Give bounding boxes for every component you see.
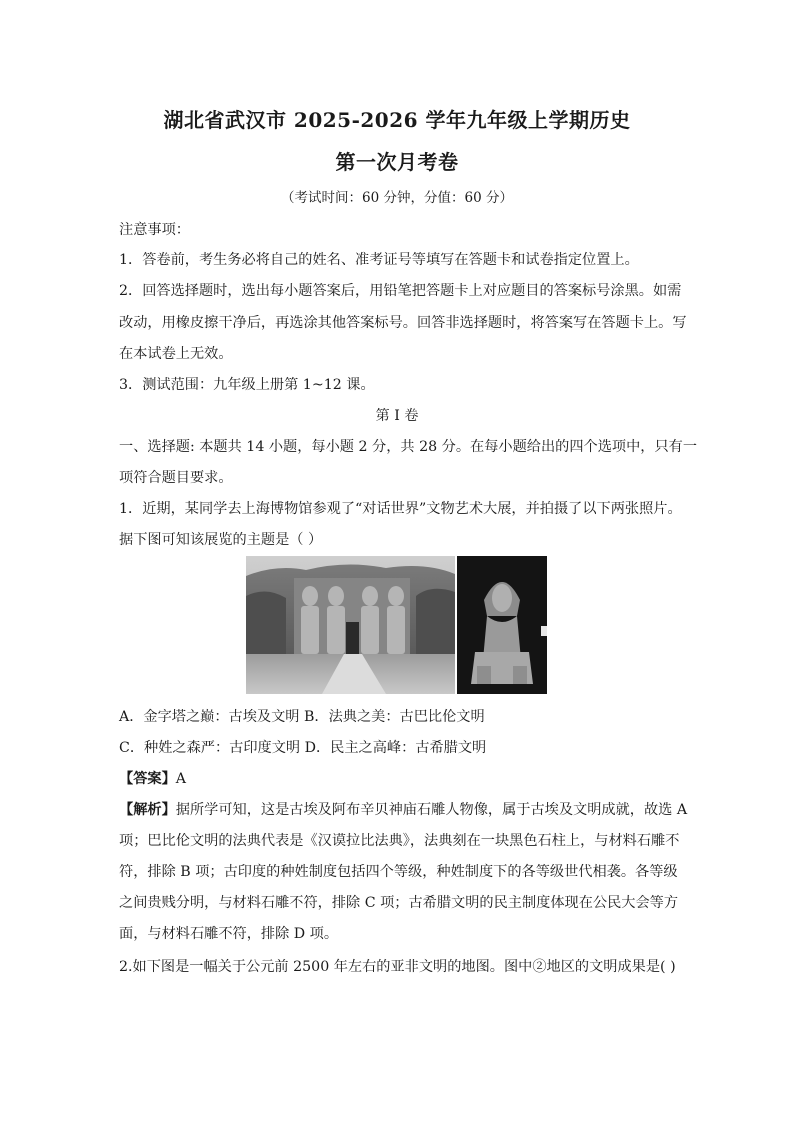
analysis-text: 符，排除 B 项；古印度的种姓制度包括四个等级，种姓制度下的各等级世代相袭。各等级 [119,864,678,880]
analysis-label: 【解析】 [119,802,176,818]
section-heading: 项符合题目要求。 [119,470,233,486]
note-line: 改动，用橡皮擦干净后，再选涂其他答案标号。回答非选择题时，将答案写在答题卡上。写 [119,315,687,331]
volume-label: 第 I 卷 [375,408,419,424]
note-line: 3．测试范围：九年级上册第 1~12 课。 [119,377,375,393]
answer-value: A [175,771,187,787]
question-options: C．种姓之森严：古印度文明 D．民主之高峰：古希腊文明 [119,740,487,756]
analysis-text: 面，与材料石雕不符，排除 D 项。 [119,926,339,942]
exam-subtitle: 第一次月考卷 [335,150,459,174]
exam-title: 湖北省武汉市 2025-2026 学年九年级上学期历史 [163,108,631,132]
note-line: 2．回答选择题时，选出每小题答案后，用铅笔把答题卡上对应题目的答案标号涂黑。如需 [119,283,682,299]
section-heading: 一、选择题: 本题共 14 小题，每小题 2 分，共 28 分。在每小题给出的四个选项中，只有一 [119,439,698,455]
answer-label: 【答案】 [119,771,176,787]
question-stem: 2.如下图是一幅关于公元前 2500 年左右的亚非文明的地图。图中②地区的文明成果是( ) [119,959,676,975]
abu-simbel-temple-photo [246,556,455,694]
answer-line [119,768,679,788]
question-stem: 1．近期，某同学去上海博物馆参观了“对话世界”文物艺术大展，并拍摄了以下两张照片。 [119,501,682,517]
analysis-line [119,799,688,819]
analysis-text: 项；巴比伦文明的法典代表是《汉谟拉比法典》，法典刻在一块黑色石柱上，与材料石雕不 [119,833,680,849]
analysis-text: 据所学可知，这是古埃及阿布辛贝神庙石雕人物像，属于古埃及文明成就，故选 A [175,802,688,818]
sphinx-statue-photo [457,556,547,694]
note-line: 在本试卷上无效。 [119,346,233,362]
question-options: A．金字塔之巅：古埃及文明 B．法典之美：古巴比伦文明 [119,709,485,725]
analysis-text: 之间贵贱分明，与材料石雕不符，排除 C 项；古希腊文明的民主制度体现在公民大会等方 [119,895,679,911]
notes-heading: 注意事项： [119,222,190,238]
exam-info: （考试时间：60 分钟，分值：60 分） [281,190,513,206]
question-stem: 据下图可知该展览的主题是（ ） [119,532,323,548]
note-line: 1．答卷前，考生务必将自己的姓名、准考证号等填写在答题卡和试卷指定位置上。 [119,252,639,268]
